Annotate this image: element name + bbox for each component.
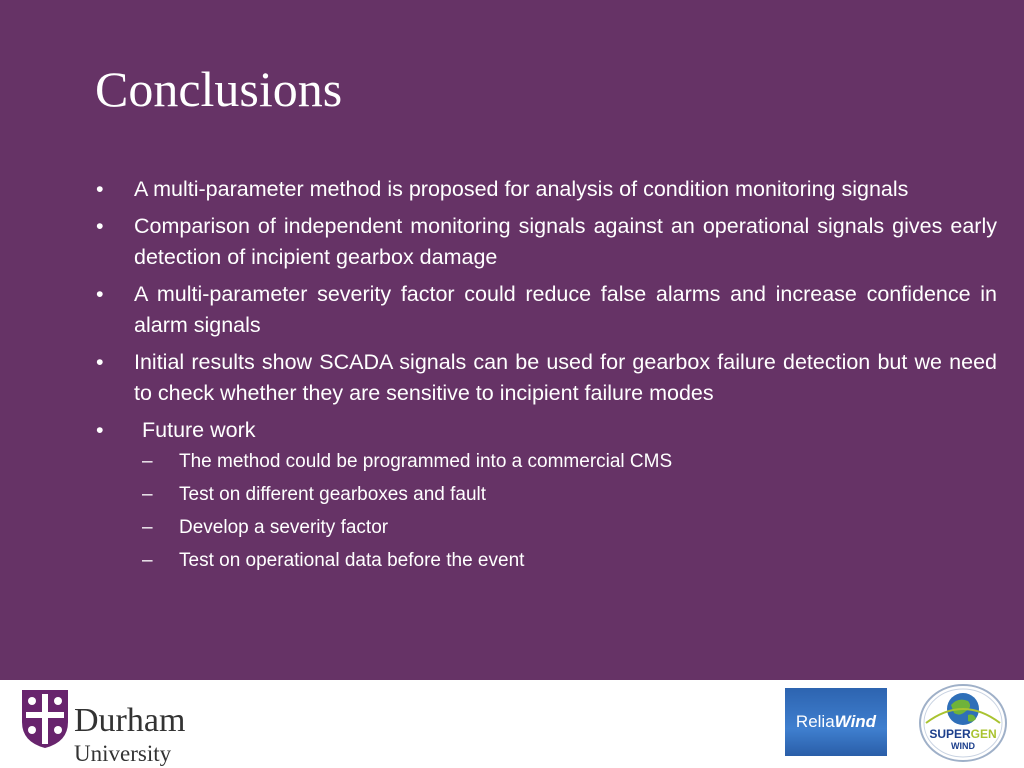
reliawind-part2: Wind <box>834 712 877 731</box>
sub-bullet-item <box>134 482 997 508</box>
slide-title: Conclusions <box>95 61 343 117</box>
bullet-marker: • <box>96 282 104 306</box>
bullet-marker: • <box>96 418 104 442</box>
bullet-item <box>96 279 997 341</box>
sub-bullet-text: The method could be programmed into a commercial CMS <box>179 451 673 472</box>
bullet-item <box>96 174 997 205</box>
reliawind-part1: Relia <box>795 712 835 731</box>
bullet-marker: • <box>96 177 104 201</box>
supergen-wind-text: WIND <box>951 741 975 751</box>
bullet-text: Future work <box>142 418 256 442</box>
sub-bullet-text: Test on operational data before the event <box>179 550 525 571</box>
sub-bullet-marker: – <box>142 484 153 505</box>
supergen-part2: GEN <box>970 727 997 741</box>
supergen-text <box>918 728 1008 740</box>
sub-bullet-text: Test on different gearboxes and fault <box>179 484 487 505</box>
bullet-item-future-work <box>96 415 997 574</box>
supergen-part1: SUPER <box>929 727 971 741</box>
durham-university-logo <box>20 686 210 766</box>
durham-name: Durham <box>74 702 186 739</box>
bullet-marker: • <box>96 350 104 374</box>
bullet-text: Initial results show SCADA signals can be used for gearbox failure detection but we need to check whether they are sensitive to incipient failure modes <box>134 350 997 405</box>
bullet-item <box>96 347 997 409</box>
sub-bullet-item <box>134 515 997 541</box>
bullet-text: A multi-parameter severity factor could reduce false alarms and increase confidence in alarm signals <box>134 282 997 337</box>
sub-bullet-marker: – <box>142 517 153 538</box>
bullet-text: A multi-parameter method is proposed for analysis of condition monitoring signals <box>134 177 909 201</box>
footer-logo-bar <box>0 680 1024 768</box>
durham-crest-icon <box>20 688 70 750</box>
bullet-text: Comparison of independent monitoring signals against an operational signals gives early detection of incipient gearbox damage <box>134 214 997 269</box>
sub-bullet-list <box>134 449 997 574</box>
reliawind-text <box>785 713 887 730</box>
sub-bullet-marker: – <box>142 550 153 571</box>
sub-bullet-item <box>134 449 997 475</box>
globe-icon <box>918 683 1008 763</box>
bullet-list <box>96 174 997 581</box>
sub-bullet-item <box>134 548 997 574</box>
durham-sub-name: University <box>74 741 172 766</box>
reliawind-logo <box>785 688 887 756</box>
sub-bullet-marker: – <box>142 451 153 472</box>
supergen-wind-logo <box>918 683 1008 763</box>
sub-bullet-text: Develop a severity factor <box>179 517 389 538</box>
bullet-marker: • <box>96 214 104 238</box>
bullet-item <box>96 211 997 273</box>
